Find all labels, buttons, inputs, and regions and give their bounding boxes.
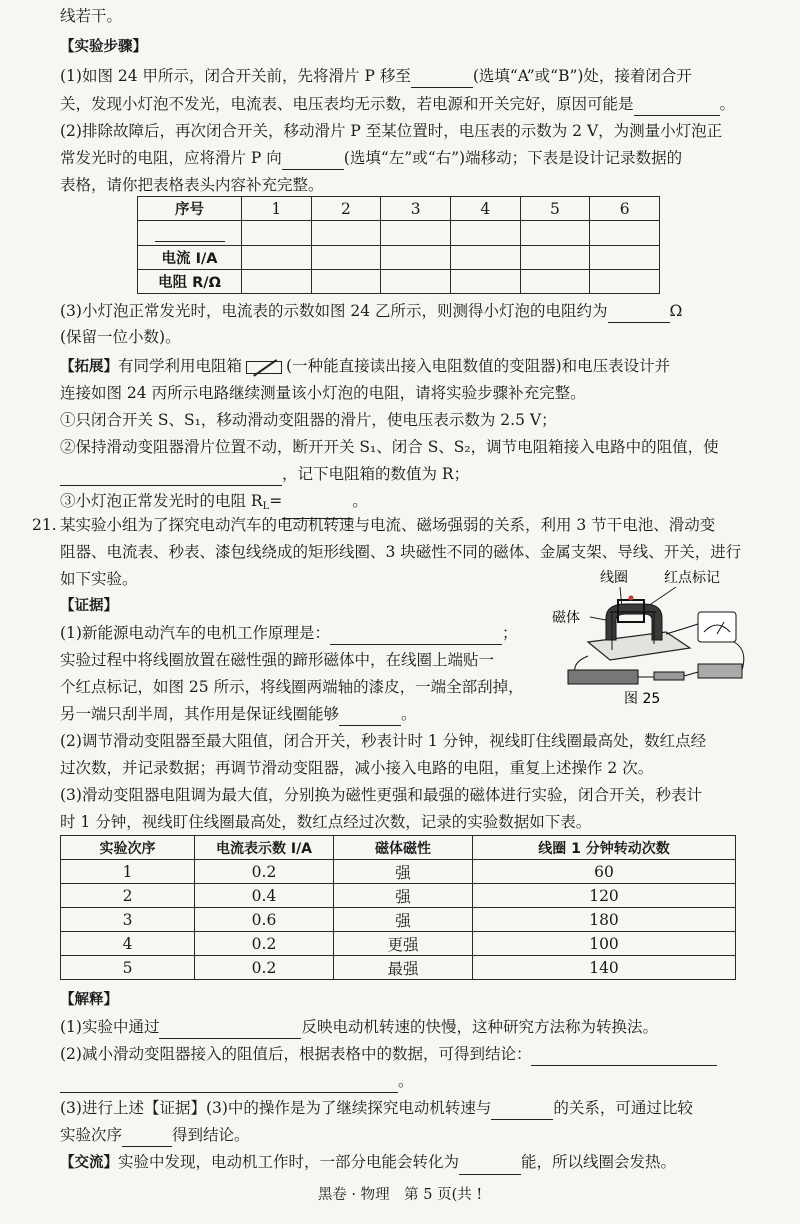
table-cell: 2 xyxy=(61,884,195,908)
ammeter xyxy=(698,612,736,642)
text-line: 表格，请你把表格表头内容补充完整。 xyxy=(60,176,324,194)
table-cell: 4 xyxy=(61,932,195,956)
table-cell: 3 xyxy=(381,197,451,221)
table-cell: 100 xyxy=(473,932,736,956)
table-cell: 强 xyxy=(334,860,473,884)
table-row xyxy=(138,246,660,270)
text-line: ①只闭合开关 S、S₁，移动滑动变阻器的滑片，使电压表示数为 2.5 V； xyxy=(60,411,557,429)
text-line: 某实验小组为了探究电动汽车的电动机转速与电流、磁场强弱的关系，利用 3 节干电池、滑动变 xyxy=(60,516,716,534)
text-line: 如下实验。 xyxy=(60,570,138,588)
data-table-2 xyxy=(60,835,736,980)
text-line: 常发光时的电阻，应将滑片 P 向 (选填“左”或“右”)端移动；下表是设计记录数据的 xyxy=(60,146,682,170)
answer-blank[interactable] xyxy=(282,152,344,170)
answer-blank[interactable] xyxy=(491,1102,553,1120)
text-line: 实验次序 得到结论。 xyxy=(60,1123,250,1147)
text-line: 实验过程中将线圈放置在磁性强的蹄形磁体中，在线圈上端贴一 xyxy=(60,651,495,669)
table-cell: 2 xyxy=(311,197,381,221)
text-line: 关，发现小灯泡不发光，电流表、电压表均无示数，若电源和开关完好，原因可能是 。 xyxy=(60,92,735,116)
table-cell: 5 xyxy=(520,197,590,221)
table-header-row xyxy=(61,836,736,860)
section-tag-extension: 【拓展】 xyxy=(60,359,118,375)
table-cell: 最强 xyxy=(334,956,473,980)
table-cell: 6 xyxy=(590,197,660,221)
text-line: 个红点标记，如图 25 所示，将线圈两端轴的漆皮，一端全部刮掉， xyxy=(60,678,524,696)
answer-blank[interactable] xyxy=(159,1021,301,1039)
figure-label-magnet: 磁体 xyxy=(552,610,580,626)
figure-label-red-mark: 红点标记 xyxy=(664,570,720,586)
text-line: ②保持滑动变阻器滑片位置不动，断开开关 S₁、闭合 S、S₂，调节电阻箱接入电路中的阻值，使 xyxy=(60,438,719,456)
answer-blank[interactable] xyxy=(459,1157,521,1175)
table-header-cell: 线圈 1 分钟转动次数 xyxy=(473,836,736,860)
table-row xyxy=(61,932,736,956)
table-cell: 180 xyxy=(473,908,736,932)
table-cell: 0.2 xyxy=(195,860,334,884)
text-line: 另一端只刮半周，其作用是保证线圈能够 。 xyxy=(60,702,417,726)
text-line: ，记下电阻箱的数值为 R； xyxy=(60,462,469,486)
base-board xyxy=(588,632,690,660)
text-line: 连接如图 24 丙所示电路继续测量该小灯泡的电阻，请将实验步骤补充完整。 xyxy=(60,384,586,402)
text-line: (1)新能源电动汽车的电机工作原理是： ； xyxy=(60,621,517,645)
answer-blank[interactable] xyxy=(531,1048,717,1066)
red-mark xyxy=(629,596,634,601)
table-cell: 120 xyxy=(473,884,736,908)
text-line: 【拓展】有同学利用电阻箱 (一种能直接读出接入电阻数值的变阻器)和电压表设计并 xyxy=(60,357,671,375)
text-line: (3)滑动变阻器电阻调为最大值，分别换为磁性更强和最强的磁体进行实验，闭合开关，秒表计 xyxy=(60,786,702,804)
table-header-cell: 电流表示数 I/A xyxy=(195,836,334,860)
text-line: (3)进行上述【证据】(3)中的操作是为了继续探究电动机转速与 的关系，可通过比较 xyxy=(60,1096,693,1120)
answer-blank[interactable] xyxy=(634,98,720,116)
table-cell: 1 xyxy=(242,197,312,221)
table-cell: 0.4 xyxy=(195,884,334,908)
text-line: (3)小灯泡正常发光时，电流表的示数如图 24 乙所示，则测得小灯泡的电阻约为 Ω xyxy=(60,299,682,323)
table-row xyxy=(61,884,736,908)
answer-blank[interactable] xyxy=(411,70,473,88)
table-row xyxy=(61,860,736,884)
table-cell: 强 xyxy=(334,908,473,932)
section-heading-steps: 【实验步骤】 xyxy=(60,39,147,55)
section-heading-explain: 【解释】 xyxy=(60,992,118,1008)
table-cell: 1 xyxy=(61,860,195,884)
question-number: 21. xyxy=(32,516,57,534)
text-line: (保留一位小数)。 xyxy=(60,328,181,346)
answer-blank[interactable] xyxy=(60,1075,398,1093)
table-cell: 5 xyxy=(61,956,195,980)
table-header-cell: 磁体磁性 xyxy=(334,836,473,860)
resistance-box-icon xyxy=(246,361,282,374)
table-cell: 140 xyxy=(473,956,736,980)
table-cell-blank-header[interactable] xyxy=(138,221,242,246)
table-cell: 0.2 xyxy=(195,932,334,956)
table-row xyxy=(61,908,736,932)
table-header-row xyxy=(138,197,660,221)
text-line: 线若干。 xyxy=(60,7,123,25)
battery-pack xyxy=(568,670,638,684)
table-row xyxy=(61,956,736,980)
table-cell: 60 xyxy=(473,860,736,884)
page-footer: 黑卷 · 物理 第 5 页(共 ! xyxy=(317,1187,483,1203)
answer-blank[interactable] xyxy=(339,708,401,726)
text-line: (1)如图 24 甲所示，闭合开关前，先将滑片 P 移至 (选填“A”或“B”)处，接着闭合开 xyxy=(60,64,692,88)
table-cell: 更强 xyxy=(334,932,473,956)
text-line: (2)减小滑动变阻器接入的阻值后，根据表格中的数据，可得到结论： xyxy=(60,1042,717,1066)
text-line: 过次数，并记录数据；再调节滑动变阻器，减小接入电路的电阻，重复上述操作 2 次。 xyxy=(60,759,654,777)
switch xyxy=(654,672,684,680)
answer-blank[interactable] xyxy=(122,1129,172,1147)
table-cell: 序号 xyxy=(138,197,242,221)
data-table-1 xyxy=(137,196,660,294)
text-line: (1)实验中通过 反映电动机转速的快慢，这种研究方法称为转换法。 xyxy=(60,1015,658,1039)
text-line: (2)调节滑动变阻器至最大阻值，闭合开关，秒表计时 1 分钟，视线盯住线圈最高处，数红点经 xyxy=(60,732,707,750)
text-line: 阻器、电流表、秒表、漆包线绕成的矩形线圈、3 块磁性不同的磁体、金属支架、导线、开关，进行 xyxy=(60,543,742,561)
figure-caption: 图 25 xyxy=(624,691,661,707)
table-cell: 强 xyxy=(334,884,473,908)
rheostat xyxy=(698,664,742,678)
answer-blank[interactable] xyxy=(330,627,502,645)
answer-blank[interactable] xyxy=(608,305,670,323)
section-tag-communication: 【交流】 xyxy=(60,1155,118,1171)
table-cell: 电流 I/A xyxy=(138,246,242,270)
table-row xyxy=(138,270,660,294)
table-cell: 0.6 xyxy=(195,908,334,932)
text-line: (2)排除故障后，再次闭合开关，移动滑片 P 至某位置时，电压表的示数为 2 V，为测量小灯泡正 xyxy=(60,122,723,140)
text-line: 。 xyxy=(60,1069,414,1093)
table-cell: 电阻 R/Ω xyxy=(138,270,242,294)
figure-25-apparatus xyxy=(548,560,748,720)
text-line: ③小灯泡正常发光时的电阻 $R_L=$ 。 xyxy=(60,489,368,519)
table-cell: 0.2 xyxy=(195,956,334,980)
text-line: 【交流】实验中发现，电动机工作时，一部分电能会转化为 能，所以线圈会发热。 xyxy=(60,1150,676,1175)
table-header-cell: 实验次序 xyxy=(61,836,195,860)
figure-label-coil: 线圈 xyxy=(600,570,628,586)
answer-blank[interactable] xyxy=(60,468,282,486)
table-row xyxy=(138,221,660,246)
table-cell: 3 xyxy=(61,908,195,932)
section-heading-evidence: 【证据】 xyxy=(60,598,118,614)
text-line: 时 1 分钟，视线盯住线圈最高处，数红点经过次数，记录的实验数据如下表。 xyxy=(60,813,592,831)
table-cell: 4 xyxy=(450,197,520,221)
